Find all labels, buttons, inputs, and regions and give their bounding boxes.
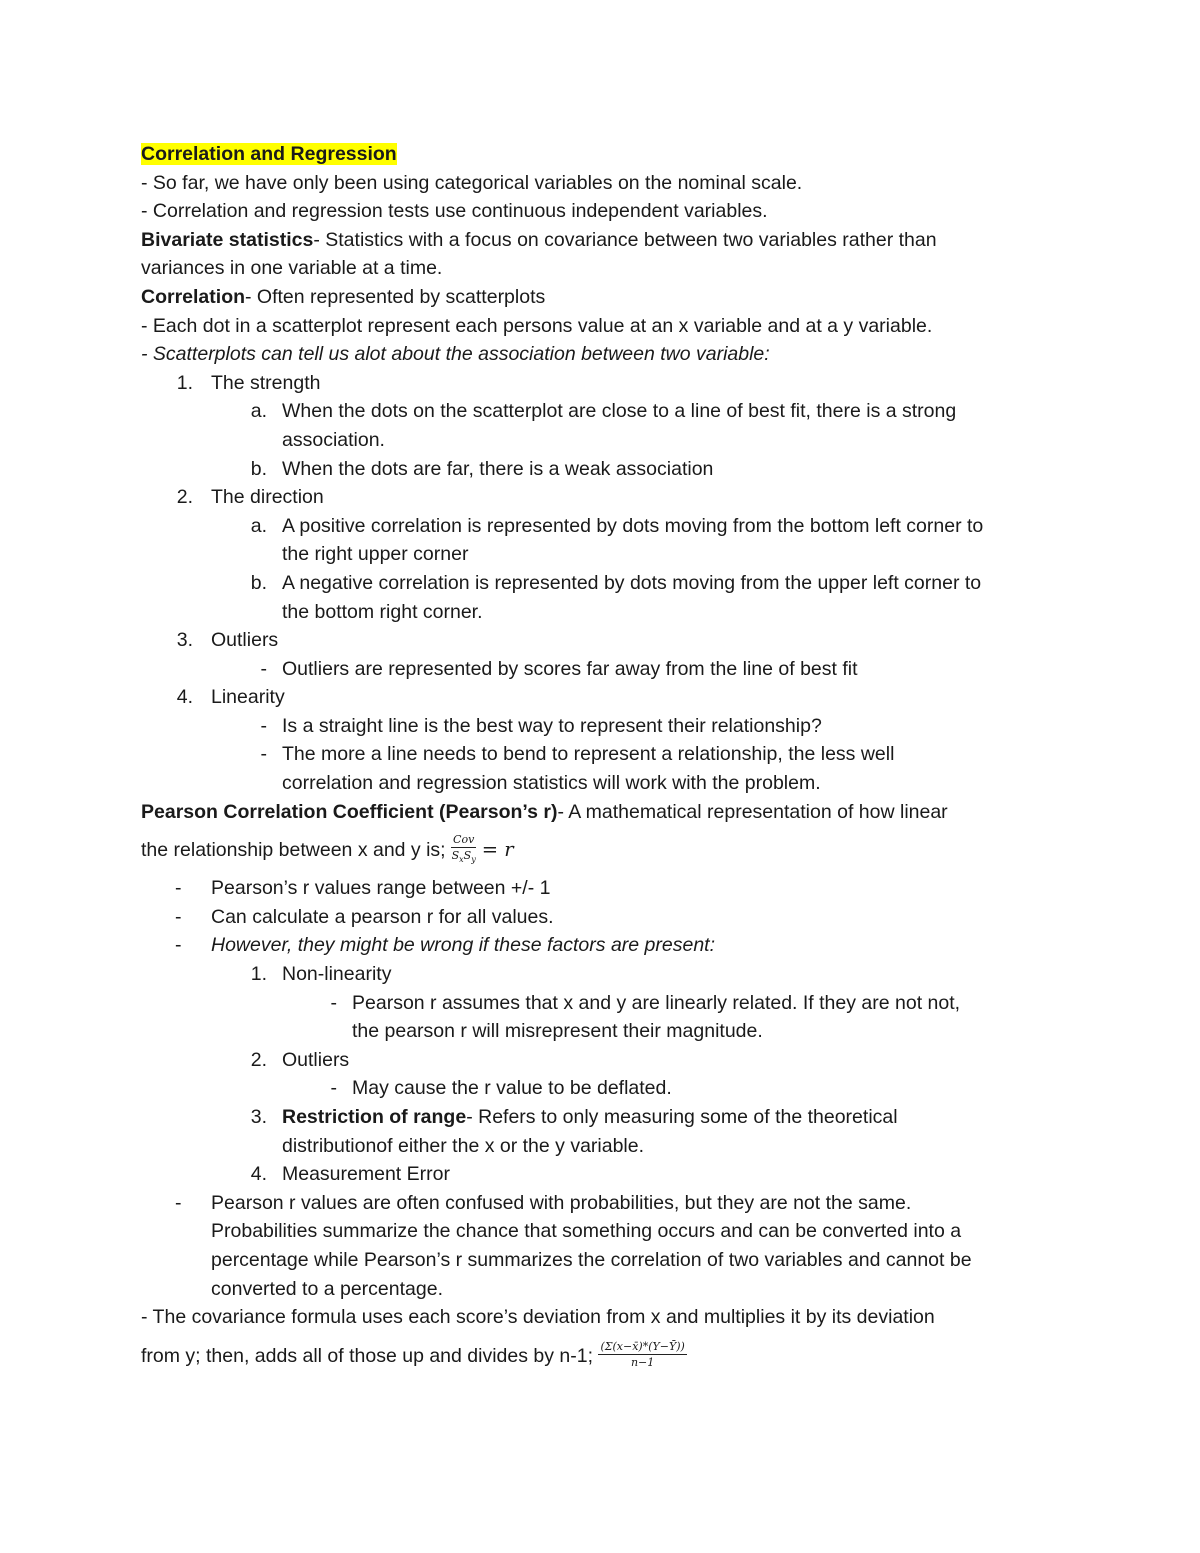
factor-label <box>282 1103 898 1132</box>
correlation-definition <box>141 283 1071 312</box>
sub-item-cont <box>141 598 1071 627</box>
factor-number: 2. <box>250 1048 267 1071</box>
list-item <box>141 369 1071 398</box>
pearson-def-text: the relationship between x and y is; <box>141 839 446 862</box>
formula-denominator: n−1 <box>630 1356 655 1370</box>
factor-sub-text: May cause the r value to be deflated. <box>352 1077 672 1100</box>
intro-line: - So far, we have only been using categorical variables on the nominal scale. <box>141 171 803 194</box>
correlation-term: Correlation <box>141 285 246 308</box>
sub-item-cont <box>141 769 1071 798</box>
sub-item <box>141 740 1071 769</box>
title-line <box>141 140 1071 169</box>
list-number: 4. <box>176 686 193 709</box>
bullet-text: converted to a percentage. <box>211 1277 443 1300</box>
list-label: The direction <box>211 486 324 509</box>
bullet-item-cont <box>141 1217 1071 1246</box>
sub-dash: - <box>330 991 337 1014</box>
list-item <box>141 626 1071 655</box>
bullet-text: However, they might be wrong if these factors are present: <box>211 934 716 957</box>
list-label: Linearity <box>211 686 285 709</box>
factor-item <box>141 1103 1071 1132</box>
sub-item <box>141 712 1071 741</box>
bullet-text: Probabilities summarize the chance that something occurs and can be converted into a <box>211 1220 962 1243</box>
covariance-line <box>141 1332 1071 1380</box>
sub-item <box>141 512 1071 541</box>
sub-text: Outliers are represented by scores far away from the line of best fit <box>282 657 858 680</box>
sub-item <box>141 655 1071 684</box>
bullet-text: Can calculate a pearson r for all values. <box>211 905 554 928</box>
bivariate-definition <box>141 226 1071 255</box>
list-number: 2. <box>176 486 193 509</box>
pearson-formula <box>451 834 476 864</box>
correlation-line: - Each dot in a scatterplot represent each persons value at an x variable and at a y variable. <box>141 314 933 337</box>
factor-sub-cont <box>141 1017 1071 1046</box>
factor-item <box>141 960 1071 989</box>
sub-text: association. <box>282 428 385 451</box>
formula-equals: = r <box>481 838 514 862</box>
bullet-dash: - <box>175 877 182 900</box>
factor-label: Measurement Error <box>282 1163 450 1186</box>
list-number: 1. <box>176 371 193 394</box>
factor-label: Non-linearity <box>282 963 392 986</box>
sub-text: the bottom right corner. <box>282 600 483 623</box>
formula-numerator: Cov <box>453 833 475 846</box>
factor-item <box>141 1160 1071 1189</box>
factor-sub-text: Pearson r assumes that x and y are linearly related. If they are not not, <box>352 991 961 1014</box>
bullet-dash: - <box>175 1191 182 1214</box>
sub-text: When the dots on the scatterplot are close to a line of best fit, there is a strong <box>282 400 957 423</box>
sub-text: the right upper corner <box>282 543 469 566</box>
factor-sub <box>141 989 1071 1018</box>
formula-denominator: $S_xS_y$ <box>451 849 476 865</box>
pearson-def-cont <box>141 826 1071 874</box>
sub-marker: - <box>260 743 267 766</box>
factor-sub-text: the pearson r will misrepresent their magnitude. <box>352 1020 763 1043</box>
list-item <box>141 483 1071 512</box>
pearson-definition <box>141 798 1071 827</box>
pearson-def: - A mathematical representation of how linear <box>557 800 948 823</box>
list-label: The strength <box>211 371 321 394</box>
correlation-line-italic: - Scatterplots can tell us alot about the association between two variable: <box>141 343 770 366</box>
bullet-item <box>141 931 1071 960</box>
sub-marker: a. <box>250 514 267 537</box>
sub-text: When the dots are far, there is a weak association <box>282 457 714 480</box>
sub-text: Is a straight line is the best way to represent their relationship? <box>282 714 822 737</box>
sub-item-cont <box>141 540 1071 569</box>
sub-text: A positive correlation is represented by dots moving from the bottom left corner to <box>282 514 984 537</box>
correlation-def: - Often represented by scatterplots <box>245 285 546 308</box>
bullet-item <box>141 1189 1071 1218</box>
formula-numerator: (Σ(x−x̄)*(Y−Ȳ)) <box>600 1340 685 1354</box>
restriction-term: Restriction of range <box>282 1106 467 1128</box>
sub-dash: - <box>330 1077 337 1100</box>
factor-number: 1. <box>250 963 267 986</box>
sub-item <box>141 569 1071 598</box>
sub-text: A negative correlation is represented by dots moving from the upper left corner to <box>282 571 982 594</box>
sub-marker: - <box>260 657 267 680</box>
factor-label: Outliers <box>282 1048 350 1071</box>
factor-number: 3. <box>250 1106 267 1128</box>
sub-text: correlation and regression statistics will work with the problem. <box>282 772 821 795</box>
sub-marker: b. <box>250 571 267 594</box>
intro-line: - Correlation and regression tests use continuous independent variables. <box>141 200 768 223</box>
page-title: Correlation and Regression <box>141 143 397 165</box>
bullet-dash: - <box>175 905 182 928</box>
sub-text: The more a line needs to bend to represent a relationship, the less well <box>282 743 895 766</box>
list-label: Outliers <box>211 629 279 652</box>
bullet-item <box>141 903 1071 932</box>
document-page <box>141 140 1071 1380</box>
covariance-formula <box>598 1341 686 1368</box>
bullet-item-cont <box>141 1246 1071 1275</box>
restriction-def: - Refers to only measuring some of the theoretical <box>466 1106 898 1128</box>
sub-item <box>141 397 1071 426</box>
sub-marker: b. <box>250 457 267 480</box>
bullet-dash: - <box>175 934 182 957</box>
bivariate-def: - Statistics with a focus on covariance between two variables rather than <box>313 228 937 251</box>
sub-item <box>141 455 1071 484</box>
list-item <box>141 683 1071 712</box>
factor-label-cont: distributionof either the x or the y variable. <box>282 1134 645 1157</box>
list-number: 3. <box>176 629 193 652</box>
bullet-item-cont <box>141 1275 1071 1304</box>
factor-item <box>141 1046 1071 1075</box>
factor-number: 4. <box>250 1163 267 1186</box>
pearson-term: Pearson Correlation Coefficient (Pearson’s r) <box>141 800 558 823</box>
factor-sub <box>141 1074 1071 1103</box>
bullet-text: Pearson’s r values range between +/- 1 <box>211 877 551 900</box>
bullet-item <box>141 874 1071 903</box>
bivariate-def-cont: variances in one variable at a time. <box>141 257 443 280</box>
covariance-line: - The covariance formula uses each score’s deviation from x and multiplies it by its deviation <box>141 1306 935 1329</box>
sub-item-cont <box>141 426 1071 455</box>
factor-item-cont <box>141 1132 1071 1161</box>
sub-marker: - <box>260 714 267 737</box>
bullet-text: percentage while Pearson’s r summarizes the correlation of two variables and cannot be <box>211 1248 972 1271</box>
bullet-text: Pearson r values are often confused with probabilities, but they are not the same. <box>211 1191 912 1214</box>
sub-marker: a. <box>250 400 267 423</box>
covariance-text: from y; then, adds all of those up and divides by n-1; <box>141 1344 594 1367</box>
bivariate-term: Bivariate statistics <box>141 228 314 251</box>
